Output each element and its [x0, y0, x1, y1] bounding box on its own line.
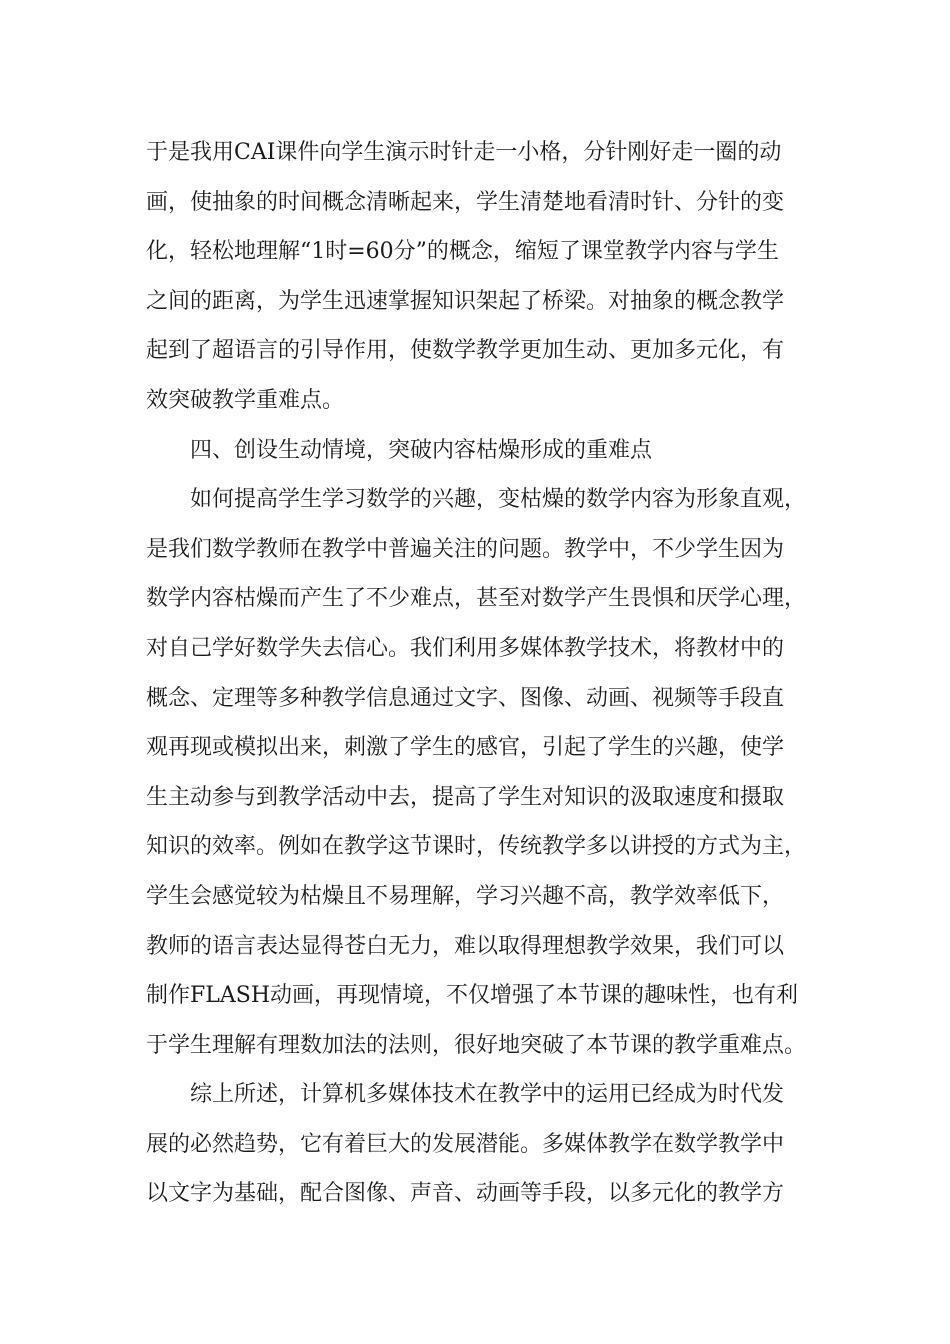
text-line: 生主动参与到教学活动中去，提高了学生对知识的汲取速度和摄取 — [146, 784, 785, 810]
body-text — [146, 128, 826, 1219]
text-line: 起到了超语言的引导作用，使数学教学更加生动、更加多元化，有 — [146, 338, 785, 364]
text-line: 对自己学好数学失去信心。我们利用多媒体教学技术，将教材中的 — [146, 635, 785, 661]
text-line: 数学内容枯燥而产生了不少难点，甚至对数学产生畏惧和厌学心理， — [146, 586, 807, 612]
text-line: 画，使抽象的时间概念清晰起来，学生清楚地看清时针、分针的变 — [146, 189, 785, 215]
text-line: 教师的语言表达显得苍白无力，难以取得理想教学效果，我们可以 — [146, 933, 785, 959]
text-line: 制作FLASH动画，再现情境，不仅增强了本节课的趣味性，也有利 — [146, 983, 799, 1009]
text-line: 于学生理解有理数加法的法则，很好地突破了本节课的教学重难点。 — [146, 1032, 807, 1058]
text-line: 以文字为基础，配合图像、声音、动画等手段，以多元化的教学方 — [146, 1181, 785, 1207]
paragraph-first-line: 如何提高学生学习数学的兴趣，变枯燥的数学内容为形象直观， — [190, 487, 807, 513]
text-line: 观再现或模拟出来，刺激了学生的感官，引起了学生的兴趣，使学 — [146, 735, 785, 761]
text-line: 展的必然趋势，它有着巨大的发展潜能。多媒体教学在数学教学中 — [146, 1131, 785, 1157]
paragraph-first-line: 四、创设生动情境，突破内容枯燥形成的重难点 — [190, 437, 653, 463]
text-line: 学生会感觉较为枯燥且不易理解，学习兴趣不高，教学效率低下， — [146, 883, 785, 909]
text-line: 知识的效率。例如在教学这节课时，传统教学多以讲授的方式为主， — [146, 834, 807, 860]
text-line: 化，轻松地理解“1时=60分”的概念，缩短了课堂教学内容与学生 — [146, 239, 779, 265]
text-line: 之间的距离，为学生迅速掌握知识架起了桥梁。对抽象的概念教学 — [146, 288, 785, 314]
text-line: 是我们数学教师在教学中普遍关注的问题。教学中，不少学生因为 — [146, 536, 785, 562]
text-line: 于是我用CAI课件向学生演示时针走一小格，分针刚好走一圈的动 — [146, 140, 782, 165]
text-line: 效突破教学重难点。 — [146, 387, 345, 413]
paragraph-first-line: 综上所述，计算机多媒体技术在教学中的运用已经成为时代发 — [190, 1082, 785, 1108]
text-line: 概念、定理等多种教学信息通过文字、图像、动画、视频等手段直 — [146, 685, 785, 711]
